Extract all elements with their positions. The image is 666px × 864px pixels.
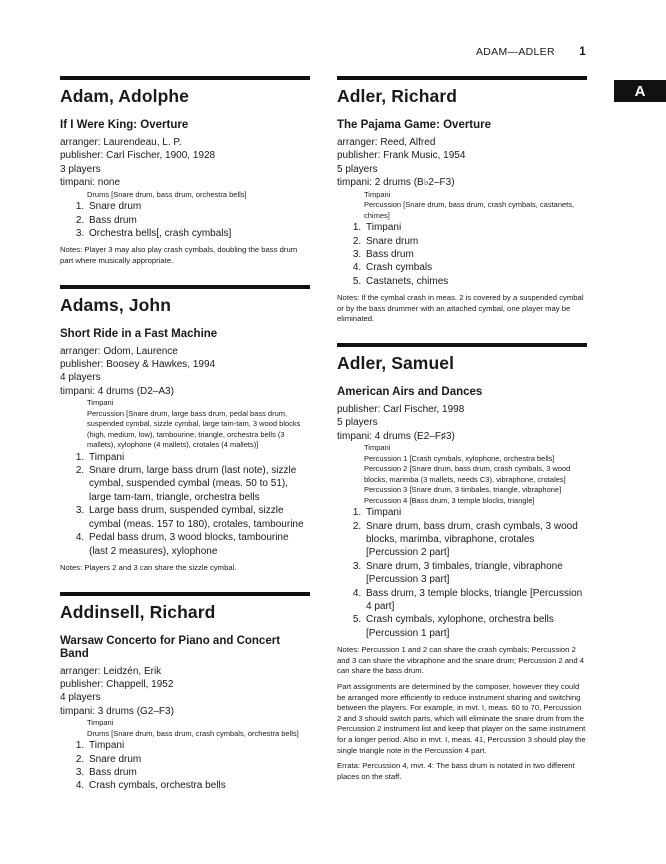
section-rule xyxy=(337,343,587,347)
right-column xyxy=(337,76,587,800)
left-column xyxy=(60,76,310,811)
player-parts-list xyxy=(337,506,587,640)
player-part: 2. Snare drum xyxy=(87,753,310,766)
meta-line: timpani: 4 drums (D2–A3) xyxy=(60,385,174,397)
meta-line: timpani: 4 drums (E2–F♯3) xyxy=(337,430,455,442)
notes-text: Notes: Player 3 may also play crash cymbals, doubling the bass drum part where musically appropriate. xyxy=(60,245,298,265)
player-part: 1. Timpani xyxy=(87,451,310,464)
player-part: 5. Castanets, chimes xyxy=(364,275,587,288)
player-parts-list xyxy=(60,451,310,558)
work-title: The Pajama Game: Overture xyxy=(337,119,492,131)
player-part: 1. Snare drum xyxy=(87,200,310,213)
player-part: 3. Snare drum, 3 timbales, triangle, vibraphone [Percussion 3 part] xyxy=(364,560,587,587)
player-part: 3. Orchestra bells[, crash cymbals] xyxy=(87,227,310,240)
instrument-list-line: Percussion [Snare drum, large bass drum, pedal bass drum, suspended cymbal, sizzle cymbal, large tam-tam, 3 wood blocks (high, medium, low), tambourine, triangle, orchestra bells (3 mallets), xylophone (4 mallets), crotales (4 mallets)] xyxy=(87,408,301,450)
player-part: 2. Bass drum xyxy=(87,214,310,227)
meta-line: 5 players xyxy=(337,417,378,429)
meta-line: publisher: Carl Fischer, 1998 xyxy=(337,403,465,415)
running-head-text: ADAM—ADLER xyxy=(476,46,555,58)
instrument-list-line: Percussion 4 [Bass drum, 3 temple blocks, triangle] xyxy=(364,495,535,505)
instrument-list-line: Timpani xyxy=(364,443,391,453)
composer-name: Adams, John xyxy=(60,294,171,315)
instrument-list-line: Percussion 2 [Snare drum, bass drum, crash cymbals, 3 wood blocks, marimba (3 mallets, needs C3), vibraphone, crotales] xyxy=(364,464,571,484)
player-part: 1. Timpani xyxy=(364,506,587,519)
player-parts-list xyxy=(337,221,587,288)
player-part: 3. Bass drum xyxy=(364,248,587,261)
composer-name: Adler, Richard xyxy=(337,86,458,106)
meta-line: publisher: Boosey & Hawkes, 1994 xyxy=(60,358,216,370)
player-part: 4. Crash cymbals xyxy=(364,261,587,274)
player-part: 3. Bass drum xyxy=(87,766,310,779)
player-part: 5. Crash cymbals, xylophone, orchestra bells [Percussion 1 part] xyxy=(364,613,587,640)
meta-line: arranger: Reed, Alfred xyxy=(337,137,436,148)
section-rule xyxy=(60,592,310,596)
player-parts-list xyxy=(60,200,310,240)
meta-line: timpani: none xyxy=(60,177,121,189)
section-rule xyxy=(60,76,310,80)
composer-name: Addinsell, Richard xyxy=(60,601,216,622)
meta-line: 4 players xyxy=(60,692,101,704)
meta-line: 4 players xyxy=(60,372,101,384)
meta-line: publisher: Frank Music, 1954 xyxy=(337,150,466,162)
notes-text: Notes: If the cymbal crash in meas. 2 is covered by a suspended cymbal or by the bass drummer with an attached cymbal, one player may be eliminated. xyxy=(337,293,584,324)
player-parts-list xyxy=(60,739,310,793)
work-title: If I Were King: Overture xyxy=(60,119,189,131)
player-part: 4. Pedal bass drum, 3 wood blocks, tambourine (last 2 measures), xylophone xyxy=(87,531,310,558)
composer-name: Adam, Adolphe xyxy=(60,86,189,106)
composer-entry xyxy=(60,285,310,574)
notes-text: Errata: Percussion 4, mvt. 4: The bass drum is notated in two different places on the staff. xyxy=(337,761,575,781)
instrument-list-line: Percussion [Snare drum, bass drum, crash cymbals, castanets, chimes] xyxy=(364,200,575,220)
instrument-list-line: Drums [Snare drum, bass drum, orchestra bells] xyxy=(87,189,247,199)
meta-line: arranger: Leidzén, Erik xyxy=(60,665,162,677)
meta-line: publisher: Chappell, 1952 xyxy=(60,678,174,690)
instrument-list-line: Timpani xyxy=(87,718,114,728)
work-title: American Airs and Dances xyxy=(337,385,483,398)
work-title: Warsaw Concerto for Piano and Concert Band xyxy=(60,634,281,660)
section-rule xyxy=(60,285,310,289)
player-part: 2. Snare drum, large bass drum (last note), sizzle cymbal, suspended cymbal (meas. 50 to 51), large tam-tam, triangle, orchestra bells xyxy=(87,464,310,504)
composer-entry xyxy=(60,592,310,793)
instrument-list-line: Percussion 3 [Snare drum, 3 timbales, triangle, vibraphone] xyxy=(364,485,562,495)
composer-name: Adler, Samuel xyxy=(337,352,455,373)
player-part: 2. Snare drum xyxy=(364,235,587,248)
composer-entry xyxy=(337,343,587,782)
player-part: 4. Crash cymbals, orchestra bells xyxy=(87,779,310,792)
player-part: 1. Timpani xyxy=(87,739,310,752)
meta-line: 3 players xyxy=(60,163,101,175)
instrument-list-line: Drums [Snare drum, bass drum, crash cymbals, orchestra bells] xyxy=(87,728,299,738)
instrument-list-line: Timpani xyxy=(87,398,114,408)
meta-line: publisher: Carl Fischer, 1900, 1928 xyxy=(60,150,216,162)
section-rule xyxy=(337,76,587,80)
player-part: 4. Bass drum, 3 temple blocks, triangle [Percussion 4 part] xyxy=(364,587,587,614)
page-number: 1 xyxy=(579,46,586,58)
meta-line: timpani: 3 drums (G2–F3) xyxy=(60,705,174,717)
player-part: 1. Timpani xyxy=(364,221,587,234)
composer-entry xyxy=(60,76,310,267)
meta-line: 5 players xyxy=(337,163,378,175)
work-title: Short Ride in a Fast Machine xyxy=(60,327,218,340)
notes-text: Part assignments are determined by the composer, however they could be arranged more efficiently to reduce instrument sharing and switching between the players. For example, in mvt. I, meas. 60 to 70, Percussion 2 and 3 should switch parts, which will eliminate the snare drum from the Percussion 2 instrument list and keep that player on the same instrument for a longer period. Also in mvt. I, meas. 41, Percussion 3 should play the single triangle note in the Percussion 4 part. xyxy=(337,682,586,755)
meta-line: arranger: Odom, Laurence xyxy=(60,345,178,357)
instrument-list-line: Timpani xyxy=(364,189,391,199)
player-part: 3. Large bass drum, suspended cymbal, sizzle cymbal (meas. 157 to 180), crotales, tambourine xyxy=(87,504,310,531)
meta-line: timpani: 2 drums (B♭2–F3) xyxy=(337,177,455,189)
instrument-list-line: Percussion 1 [Crash cymbals, xylophone, orchestra bells] xyxy=(364,453,555,463)
player-part: 2. Snare drum, bass drum, crash cymbals, 3 wood blocks, marimba, vibraphone, crotales [Percussion 2 part] xyxy=(364,520,587,560)
notes-text: Notes: Players 2 and 3 can share the sizzle cymbal. xyxy=(60,562,237,572)
composer-entry xyxy=(337,76,587,325)
section-tab: A xyxy=(614,80,666,102)
notes-text: Notes: Percussion 1 and 2 can share the crash cymbals; Percussion 2 and 3 can share the vibraphone and the snare drum; Percussion 2 and 4 can share the bass drum. xyxy=(337,645,585,676)
meta-line: arranger: Laurendeau, L. P. xyxy=(60,137,182,148)
running-head xyxy=(476,46,586,58)
